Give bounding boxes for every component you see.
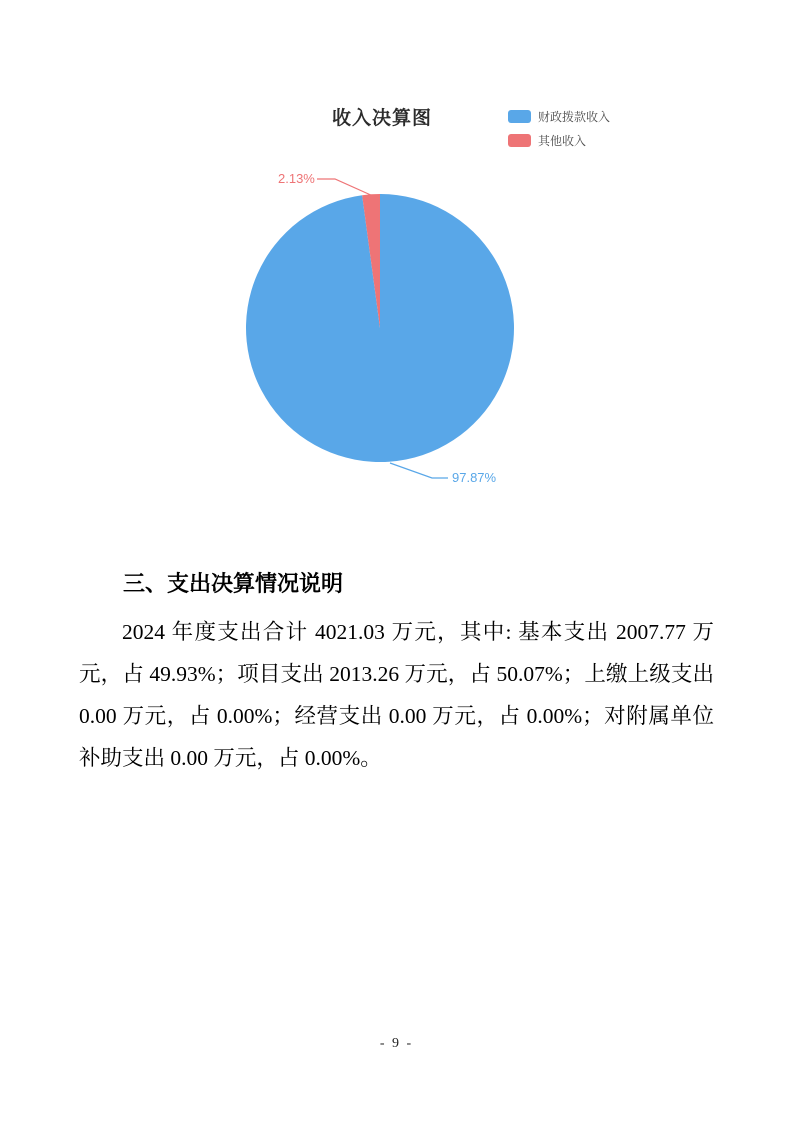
leader-line-other-income	[317, 179, 373, 196]
section-heading: 三、支出决算情况说明	[123, 571, 344, 596]
legend-label-other-income: 其他收入	[538, 134, 587, 148]
chart-title: 收入决算图	[331, 108, 433, 129]
pie-label-fiscal-income: 97.87%	[452, 470, 497, 485]
pie-label-other-income: 2.13%	[278, 171, 315, 186]
section-paragraph: 2024 年度支出合计 4021.03 万元，其中: 基本支出 2007.77 万元，占 49.93%；项目支出 2013.26 万元，占 50.07%；上缴上级支出 0.00 万元，占 0.00%；经营支出 0.00 万元，占 0.00%；对附属单位补助支出 0.00 万元，占 0.00%。	[79, 620, 714, 770]
expenditure-section	[79, 570, 714, 779]
leader-line-fiscal-income	[390, 463, 448, 478]
legend-label-fiscal-income: 财政拨款收入	[538, 110, 611, 124]
pie-plot	[0, 0, 793, 520]
page-number: - 9 -	[379, 1036, 414, 1051]
